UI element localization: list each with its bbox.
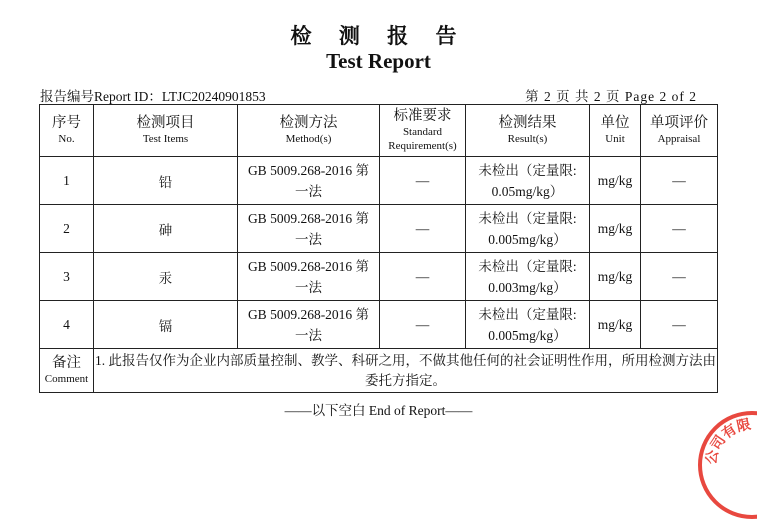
cell-item: 砷 (94, 205, 238, 253)
cell-standard: — (380, 157, 466, 205)
cell-standard: — (380, 253, 466, 301)
test-results-table (39, 104, 718, 393)
report-title-en: Test Report (326, 49, 431, 73)
cell-result: 未检出（定量限: 0.005mg/kg） (466, 301, 590, 349)
end-of-report: ——以下空白 End of Report—— (284, 403, 473, 418)
cell-unit: mg/kg (590, 253, 641, 301)
header-result: 检测结果 Result(s) (466, 105, 590, 157)
page-info: 第 2 页 共 2 页 Page 2 of 2 (525, 89, 697, 104)
cell-method: GB 5009.268-2016 第 一法 (238, 301, 380, 349)
cell-no: 1 (40, 157, 94, 205)
cell-method: GB 5009.268-2016 第 一法 (238, 157, 380, 205)
table-row (40, 301, 718, 349)
cell-appraisal: — (641, 205, 718, 253)
cell-item: 汞 (94, 253, 238, 301)
header-appraisal: 单项评价 Appraisal (641, 105, 718, 157)
table-header-row (40, 105, 718, 157)
table-row (40, 205, 718, 253)
cell-appraisal: — (641, 253, 718, 301)
cell-standard: — (380, 301, 466, 349)
cell-unit: mg/kg (590, 157, 641, 205)
cell-item: 镉 (94, 301, 238, 349)
cell-no: 3 (40, 253, 94, 301)
table-row (40, 157, 718, 205)
header-test-items: 检测项目 Test Items (94, 105, 238, 157)
report-id (40, 85, 266, 105)
header-standard: 标准要求 Standard Requirement(s) (380, 105, 466, 157)
report-id-value: LTJC20240901853 (161, 89, 266, 104)
company-seal-stamp (692, 405, 757, 525)
cell-standard: — (380, 205, 466, 253)
cell-result: 未检出（定量限: 0.003mg/kg） (466, 253, 590, 301)
svg-text:公司有限: 公司有限 (703, 416, 753, 466)
report-id-label: 报告编号Report ID： (40, 89, 162, 104)
table-row (40, 253, 718, 301)
cell-appraisal: — (641, 301, 718, 349)
cell-unit: mg/kg (590, 205, 641, 253)
cell-item: 铅 (94, 157, 238, 205)
cell-method: GB 5009.268-2016 第 一法 (238, 253, 380, 301)
header-no: 序号 No. (40, 105, 94, 157)
report-title-cn: 检 测 报 告 (290, 23, 467, 48)
cell-result: 未检出（定量限: 0.05mg/kg） (466, 157, 590, 205)
header-unit: 单位 Unit (590, 105, 641, 157)
comment-label: 备注 Comment (40, 349, 94, 393)
comment-text: 1. 此报告仅作为企业内部质量控制、教学、科研之用，不做其他任何的社会证明性作用，所用检测方法由委托方指定。 (94, 349, 718, 393)
cell-appraisal: — (641, 157, 718, 205)
header-method: 检测方法 Method(s) (238, 105, 380, 157)
cell-no: 2 (40, 205, 94, 253)
cell-result: 未检出（定量限: 0.005mg/kg） (466, 205, 590, 253)
cell-method: GB 5009.268-2016 第 一法 (238, 205, 380, 253)
comment-row (40, 349, 718, 393)
cell-no: 4 (40, 301, 94, 349)
cell-unit: mg/kg (590, 301, 641, 349)
